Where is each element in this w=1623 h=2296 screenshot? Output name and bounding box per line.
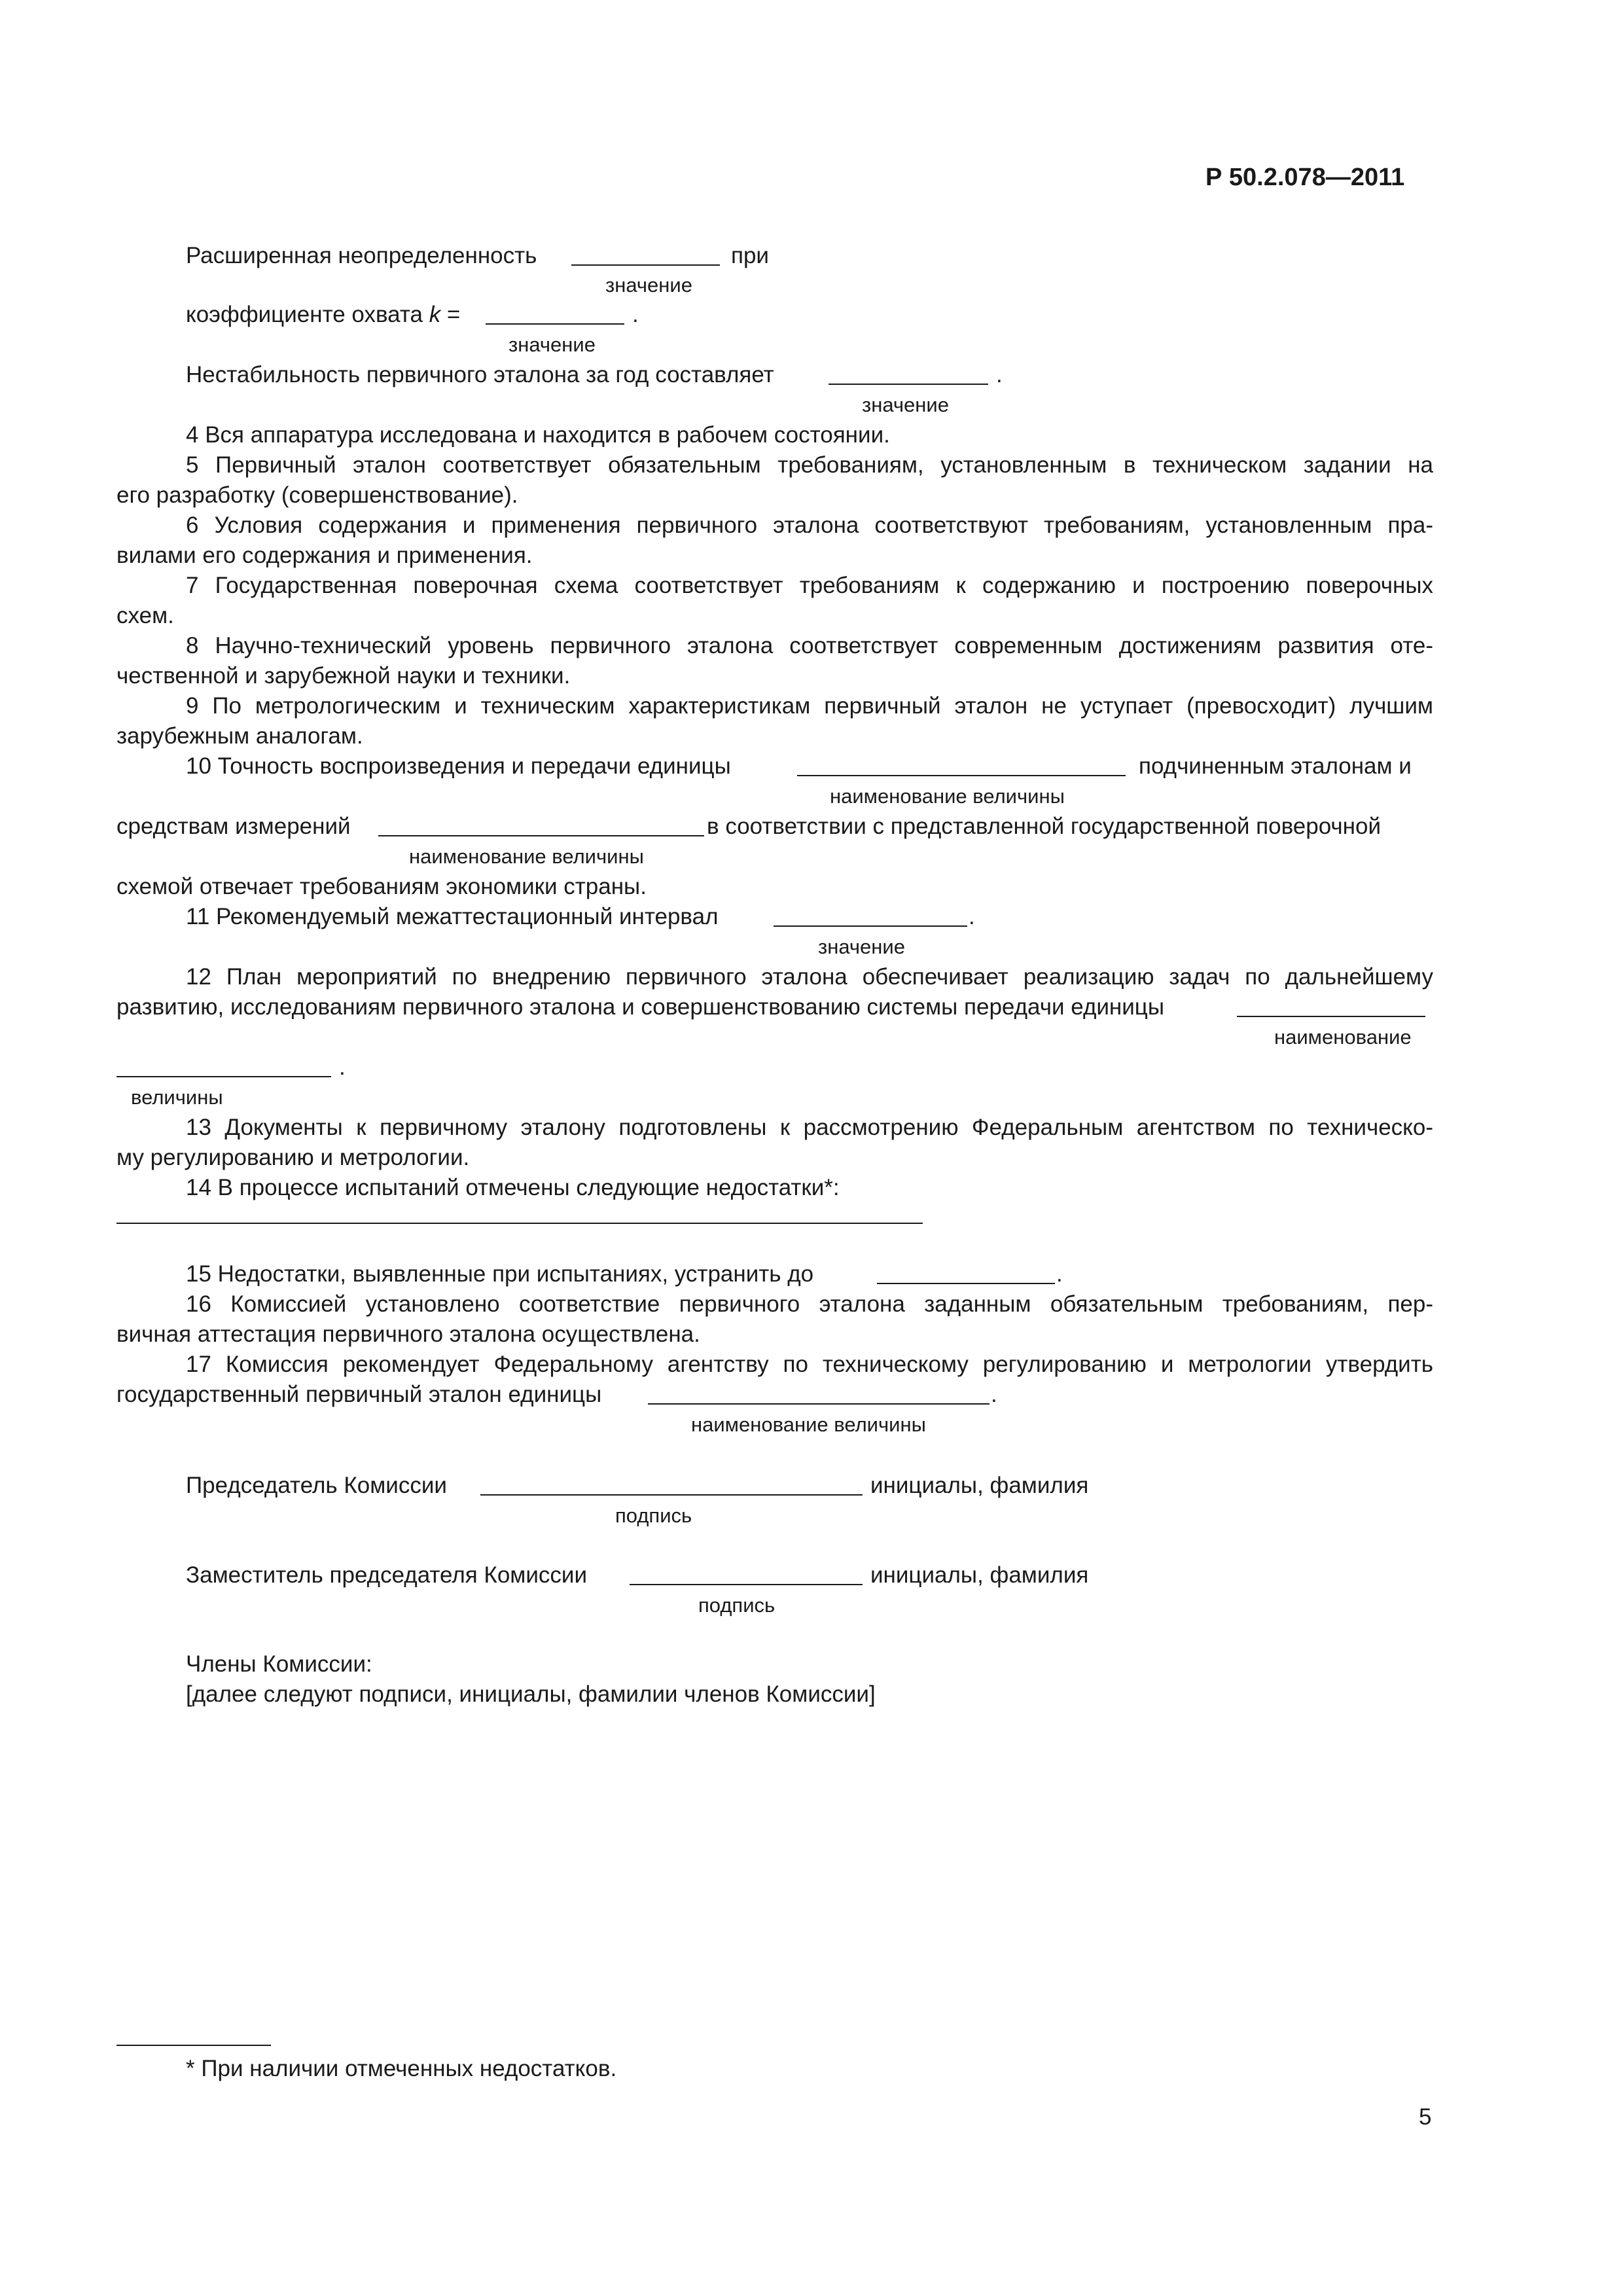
instability-suffix: . — [996, 362, 1003, 387]
chair-label: Председатель Комиссии — [186, 1473, 447, 1498]
item-17-quantity-blank[interactable] — [648, 1403, 990, 1405]
deputy-suffix: инициалы, фамилия — [870, 1562, 1089, 1588]
item-17-line-2-suffix: . — [991, 1382, 997, 1407]
item-15-prefix: 15 Недостатки, выявленные при испытаниях, устранить до — [186, 1261, 814, 1287]
footnote-separator — [116, 2045, 271, 2046]
item-12-line-2: развитию, исследованиям первичного эталона и совершенствованию системы передачи единицы — [116, 994, 1164, 1020]
item-16-line-1: 16 Комиссией установлено соответствие первичного эталона заданным обязательным требованиям, пер- — [186, 1291, 1433, 1317]
item-10-line-2-prefix: средствам измерений — [116, 814, 351, 839]
item-14: 14 В процессе испытаний отмечены следующие недостатки*: — [186, 1175, 840, 1200]
instability-blank[interactable] — [829, 384, 988, 385]
deputy-caption: подпись — [698, 1594, 776, 1617]
item-13-line-2: му регулированию и метрологии. — [116, 1145, 470, 1170]
item-10-caption-2: наименование величины — [409, 845, 644, 868]
deputy-label: Заместитель председателя Комиссии — [186, 1562, 587, 1588]
item-14-defects-blank[interactable] — [116, 1223, 923, 1224]
expanded-uncertainty-suffix: при — [731, 243, 769, 268]
item-12-name-blank[interactable] — [1237, 1016, 1425, 1017]
expanded-uncertainty-label: Расширенная неопределенность — [186, 243, 537, 268]
item-12-quantity-blank[interactable] — [116, 1076, 331, 1077]
item-10-quantity-blank-2[interactable] — [378, 835, 704, 836]
deputy-signature-blank[interactable] — [630, 1584, 863, 1585]
item-16-line-2: вичная аттестация первичного эталона осуществлена. — [116, 1321, 700, 1347]
item-6-line-2: вилами его содержания и применения. — [116, 543, 533, 568]
item-9-line-1: 9 По метрологическим и техническим характеристикам первичный эталон не уступает (превосходит) лучшим — [186, 693, 1433, 719]
item-17-line-1: 17 Комиссия рекомендует Федеральному агентству по техническому регулированию и метрологии утвердить — [186, 1352, 1433, 1377]
members-note: [далее следуют подписи, инициалы, фамилии членов Комиссии] — [186, 1681, 876, 1707]
item-12-caption-1: наименование — [1274, 1026, 1412, 1049]
item-8-line-1: 8 Научно-технический уровень первичного эталона соответствует современным достижениям развития оте- — [186, 633, 1433, 658]
document-number: Р 50.2.078—2011 — [1205, 164, 1405, 191]
item-5-line-2: его разработку (совершенствование). — [116, 482, 518, 508]
coverage-factor-label: коэффициенте охвата k = — [186, 302, 461, 327]
item-5-line-1: 5 Первичный эталон соответствует обязательным требованиям, установленным в техническом задании на — [186, 452, 1433, 478]
coverage-factor-suffix: . — [632, 302, 639, 327]
caption-value-1: значение — [605, 274, 692, 296]
item-11-suffix: . — [969, 904, 975, 929]
caption-value-3: значение — [862, 393, 949, 416]
expanded-uncertainty-blank[interactable] — [571, 264, 720, 266]
item-12-line-1: 12 План мероприятий по внедрению первичного эталона обеспечивает реализацию задач по дальнейшему — [186, 964, 1433, 990]
item-4: 4 Вся аппаратура исследована и находится в рабочем состоянии. — [186, 422, 890, 448]
item-6-line-1: 6 Условия содержания и применения первичного эталона соответствуют требованиям, установленным пра- — [186, 512, 1433, 538]
item-11-caption: значение — [818, 935, 905, 958]
item-9-line-2: зарубежным аналогам. — [116, 723, 363, 749]
page-number: 5 — [1419, 2104, 1432, 2130]
item-13-line-1: 13 Документы к первичному эталону подготовлены к рассмотрению Федеральным агентством по техническо- — [186, 1115, 1433, 1140]
item-12-line-3-suffix: . — [339, 1054, 346, 1080]
item-17-line-2-prefix: государственный первичный эталон единицы — [116, 1382, 602, 1407]
item-10-caption-1: наименование величины — [830, 785, 1065, 808]
instability-label: Нестабильность первичного эталона за год составляет — [186, 362, 774, 387]
item-7-line-1: 7 Государственная поверочная схема соответствует требованиям к содержанию и построению поверочных — [186, 573, 1433, 598]
item-8-line-2: чественной и зарубежной науки и техники. — [116, 663, 571, 689]
chair-suffix: инициалы, фамилия — [870, 1473, 1089, 1498]
item-7-line-2: схем. — [116, 603, 174, 628]
members-label: Члены Комиссии: — [186, 1651, 372, 1677]
item-11-interval-blank[interactable] — [774, 925, 967, 927]
item-10-quantity-blank-1[interactable] — [797, 775, 1126, 776]
item-15-deadline-blank[interactable] — [877, 1283, 1055, 1284]
item-15-suffix: . — [1056, 1261, 1063, 1287]
item-12-caption-2: величины — [131, 1086, 223, 1109]
item-10-line-1-prefix: 10 Точность воспроизведения и передачи единицы — [186, 753, 731, 779]
chair-signature-blank[interactable] — [480, 1494, 863, 1496]
item-10-line-1-suffix: подчиненным эталонам и — [1139, 753, 1412, 779]
item-17-caption: наименование величины — [691, 1413, 926, 1436]
item-10-line-3: схемой отвечает требованиям экономики страны. — [116, 874, 647, 899]
coverage-factor-blank[interactable] — [486, 323, 624, 325]
footnote-text: * При наличии отмеченных недостатков. — [186, 2056, 617, 2081]
item-10-line-2-suffix: в соответствии с представленной государственной поверочной — [707, 814, 1382, 839]
caption-value-2: значение — [508, 333, 596, 356]
chair-caption: подпись — [615, 1504, 692, 1527]
item-11-prefix: 11 Рекомендуемый межаттестационный интервал — [186, 904, 719, 929]
